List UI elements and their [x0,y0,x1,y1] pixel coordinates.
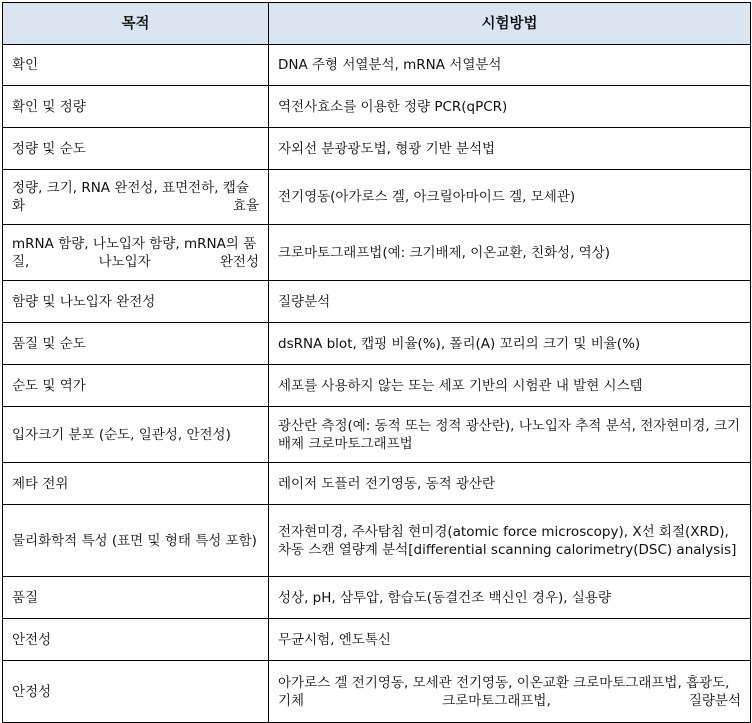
header-row [3,3,751,45]
method-cell: 역전사효소를 이용한 정량 PCR(qPCR) [269,86,751,128]
table-row [3,505,751,577]
purpose-cell: 제타 전위 [3,463,269,505]
purpose-cell: 안전성 [3,619,269,661]
table-row [3,661,751,723]
table-row [3,407,751,463]
purpose-cell: mRNA 함량, 나노입자 함량, mRNA의 품질, 나노입자 완전성 [3,225,269,281]
header-method: 시험방법 [269,3,751,45]
purpose-cell: 확인 및 정량 [3,86,269,128]
table-row [3,86,751,128]
purpose-cell: 품질 [3,577,269,619]
header-purpose: 목적 [3,3,269,45]
method-cell: 무균시험, 엔도톡신 [269,619,751,661]
test-method-table [2,2,751,723]
purpose-cell: 순도 및 역가 [3,365,269,407]
purpose-cell: 정량, 크기, RNA 완전성, 표면전하, 캡슐화 효율 [3,170,269,225]
method-cell: 성상, pH, 삼투압, 함습도(동결건조 백신인 경우), 실용량 [269,577,751,619]
method-cell: 자외선 분광광도법, 형광 기반 분석법 [269,128,751,170]
table-row [3,45,751,86]
method-cell: 광산란 측정(예: 동적 또는 정적 광산란), 나노입자 추적 분석, 전자현미경, 크기배제 크로마토그래프법 [269,407,751,463]
table-row [3,128,751,170]
table-row [3,619,751,661]
table-row [3,281,751,323]
method-cell: DNA 주형 서열분석, mRNA 서열분석 [269,45,751,86]
table-row [3,365,751,407]
purpose-cell: 함량 및 나노입자 완전성 [3,281,269,323]
table-row [3,170,751,225]
purpose-cell: 안정성 [3,661,269,723]
purpose-cell: 입자크기 분포 (순도, 일관성, 안전성) [3,407,269,463]
method-cell: 세포를 사용하지 않는 또는 세포 기반의 시험관 내 발현 시스템 [269,365,751,407]
purpose-cell: 확인 [3,45,269,86]
method-cell: 전기영동(아가로스 겔, 아크릴아마이드 겔, 모세관) [269,170,751,225]
method-cell: 크로마토그래프법(예: 크기배제, 이온교환, 친화성, 역상) [269,225,751,281]
table-row [3,577,751,619]
method-cell: 아가로스 겔 전기영동, 모세관 전기영동, 이온교환 크로마토그래프법, 흡광도, 기체 크로마토그래프법, 질량분석 [269,661,751,723]
purpose-cell: 품질 및 순도 [3,323,269,365]
table-row [3,323,751,365]
method-cell: 전자현미경, 주사탐침 현미경(atomic force microscopy), X선 회절(XRD), 차동 스캔 열량계 분석[differential scanning calorimetry(DSC) analysis] [269,505,751,577]
purpose-cell: 물리화학적 특성 (표면 및 형태 특성 포함) [3,505,269,577]
method-cell: dsRNA blot, 캡핑 비율(%), 폴리(A) 꼬리의 크기 및 비율(%) [269,323,751,365]
purpose-cell: 정량 및 순도 [3,128,269,170]
table-row [3,463,751,505]
method-cell: 레이저 도플러 전기영동, 동적 광산란 [269,463,751,505]
method-cell: 질량분석 [269,281,751,323]
table-row [3,225,751,281]
